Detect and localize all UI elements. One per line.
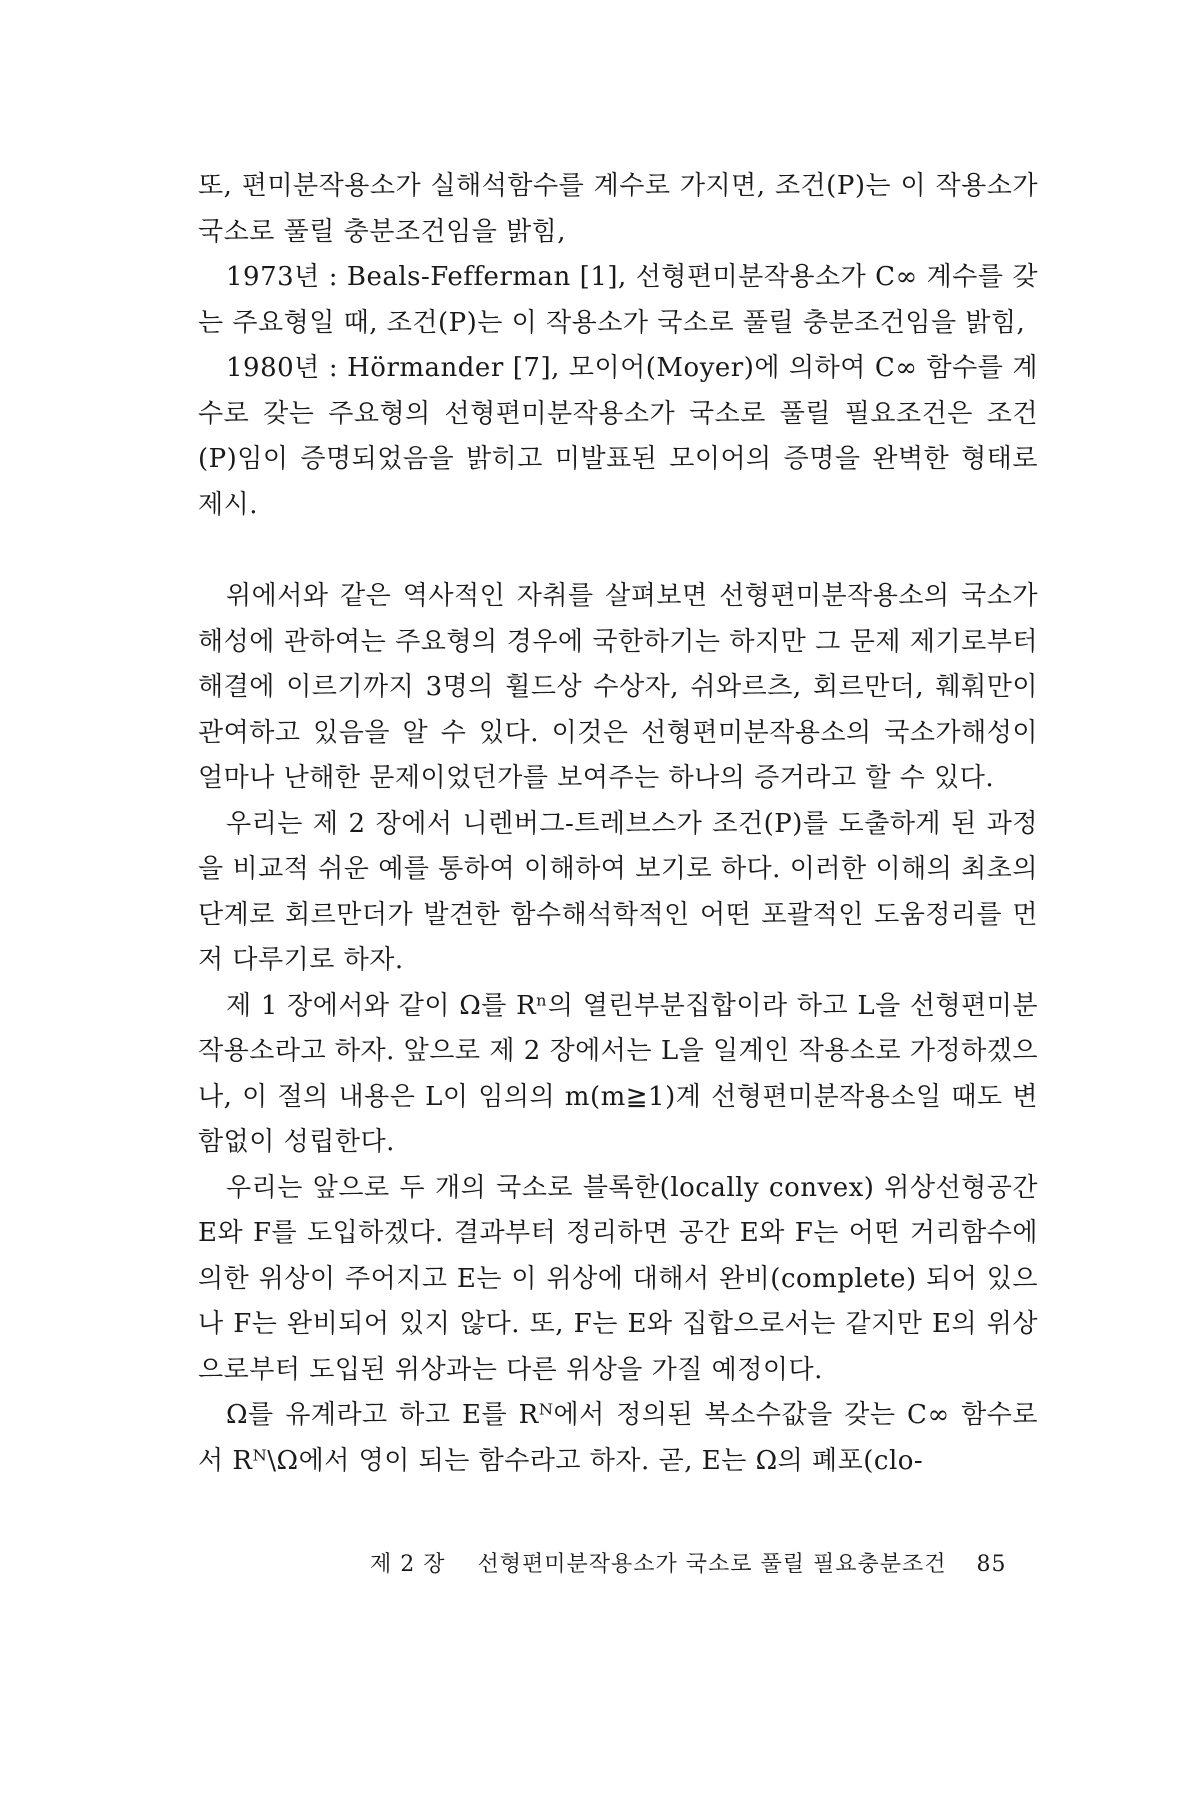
paragraph: 1980년 : Hörmander [7], 모이어(Moyer)에 의하여 C∞ 함수를 계수로 갖는 주요형의 선형편미분작용소가 국소로 풀릴 필요조건은 조건(P)임이 증명되었음을 밝히고 미발표된 모이어의 증명을 완벽한 형태로 제시. bbox=[198, 353, 1038, 520]
page-footer bbox=[370, 1547, 1010, 1578]
paragraph: Ω를 유계라고 하고 E를 Rᴺ에서 정의된 복소수값을 갖는 C∞ 함수로서 Rᴺ\Ω에서 영이 되는 함수라고 하자. 곧, E는 Ω의 폐포(clo- bbox=[198, 1400, 1038, 1476]
history-list bbox=[198, 164, 1038, 528]
body-text bbox=[198, 574, 1038, 1484]
paragraph: 제 1 장에서와 같이 Ω를 Rⁿ의 열린부분집합이라 하고 L을 선형편미분작용소라고 하자. 앞으로 제 2 장에서는 L을 일계인 작용소로 가정하겠으나, 이 절의 내용은 L이 임의의 m(m≧1)계 선형편미분작용소일 때도 변함없이 성립한다. bbox=[198, 990, 1038, 1157]
paragraph: 또, 편미분작용소가 실해석함수를 계수로 가지면, 조건(P)는 이 작용소가 국소로 풀릴 충분조건임을 밝힘, bbox=[198, 171, 1038, 247]
footer-chapter: 제 2 장 bbox=[370, 1552, 446, 1577]
paragraph: 우리는 제 2 장에서 니렌버그-트레브스가 조건(P)를 도출하게 된 과정을 비교적 쉬운 예를 통하여 이해하여 보기로 하다. 이러한 이해의 최초의 단계로 회르만더가 발견한 함수해석학적인 어떤 포괄적인 도움정리를 먼저 다루기로 하자. bbox=[198, 808, 1038, 975]
footer-title: 선형편미분작용소가 국소로 풀릴 필요충분조건 bbox=[477, 1552, 947, 1577]
paragraph: 위에서와 같은 역사적인 자취를 살펴보면 선형편미분작용소의 국소가해성에 관하여는 주요형의 경우에 국한하기는 하지만 그 문제 제기로부터 해결에 이르기까지 3명의 휠드상 수상자, 쉬와르츠, 회르만더, 훼훠만이 관여하고 있음을 알 수 있다. 이것은 선형편미분작용소의 국소가해성이 얼마나 난해한 문제이었던가를 보여주는 하나의 증거라고 할 수 있다. bbox=[198, 581, 1038, 793]
page-number: 85 bbox=[976, 1552, 1007, 1577]
paragraph: 1973년 : Beals-Fefferman [1], 선형편미분작용소가 C∞ 계수를 갖는 주요형일 때, 조건(P)는 이 작용소가 국소로 풀릴 충분조건임을 밝힘, bbox=[198, 262, 1038, 338]
paragraph: 우리는 앞으로 두 개의 국소로 블록한(locally convex) 위상선형공간 E와 F를 도입하겠다. 결과부터 정리하면 공간 E와 F는 어떤 거리함수에 의한 위상이 주어지고 E는 이 위상에 대해서 완비(complete) 되어 있으나 F는 완비되어 있지 않다. 또, F는 E와 집합으로서는 같지만 E의 위상으로부터 도입된 위상과는 다른 위상을 가질 예정이다. bbox=[198, 1172, 1038, 1385]
